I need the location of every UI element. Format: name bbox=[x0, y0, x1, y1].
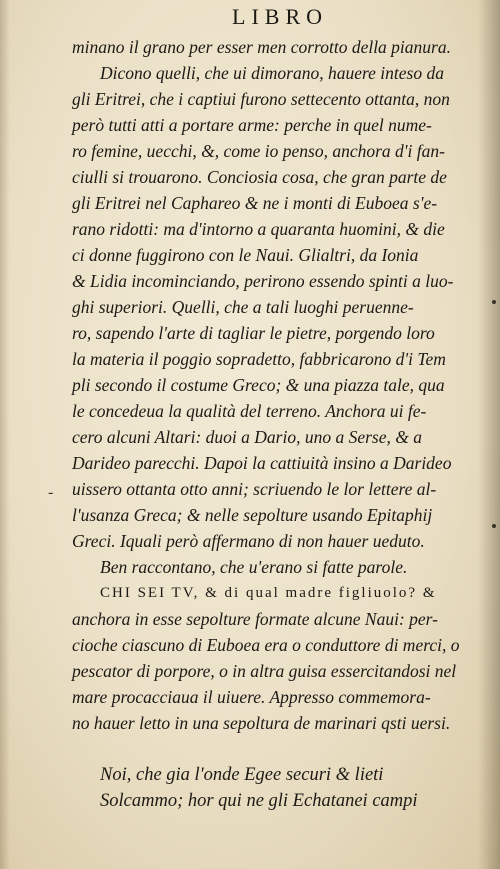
verse-line: Solcammo; hor qui ne gli Echatanei campi bbox=[100, 791, 418, 811]
text-line: no hauer letto in una sepoltura de marinari qsti uersi. bbox=[72, 713, 451, 733]
inscription-line: CHI SEI TV, & di qual madre figliuolo? & bbox=[100, 585, 437, 601]
text-line: Darideo parecchi. Dapoi la cattiuità insino a Darideo bbox=[72, 453, 452, 473]
text-line: & Lidia incominciando, perirono essendo spinti a luo- bbox=[72, 271, 454, 291]
body-text bbox=[72, 34, 490, 814]
text-line: mare procacciaua il uiuere. Appresso commemora- bbox=[72, 687, 431, 707]
text-line: cero alcuni Altari: duoi a Dario, uno a Serse, & a bbox=[72, 427, 422, 447]
text-line: ro femine, uecchi, &, come io penso, anchora d'i fan- bbox=[72, 141, 445, 161]
text-line: ci donne fuggirono con le Naui. Glialtri, da Ionia bbox=[72, 245, 419, 265]
text-line: pli secondo il costume Greco; & una piazza tale, qua bbox=[72, 375, 445, 395]
stanza-gap bbox=[72, 736, 490, 762]
text-line: minano il grano per esser men corrotto della pianura. bbox=[72, 37, 451, 57]
text-line: Dicono quelli, che ui dimorano, hauere inteso da bbox=[100, 63, 444, 83]
text-line: anchora in esse sepolture formate alcune Naui: per- bbox=[72, 609, 438, 629]
text-line: ro, sapendo l'arte di tagliar le pietre, porgendo loro bbox=[72, 323, 435, 343]
edge-dot bbox=[492, 524, 496, 528]
text-line: gli Eritrei, che i captiui furono settecento ottanta, non bbox=[72, 89, 450, 109]
running-head: LIBRO bbox=[232, 4, 328, 29]
text-line: pescator di porpore, o in altra guisa essercitandosi nel bbox=[72, 661, 457, 681]
text-line: rano ridotti: ma d'intorno a quaranta huomini, & die bbox=[72, 219, 445, 239]
margin-mark: - bbox=[48, 484, 54, 501]
text-line: ghi superiori. Quelli, che a tali luoghi peruenne- bbox=[72, 297, 414, 317]
edge-dot bbox=[492, 300, 496, 304]
page-edge-shadow-left bbox=[0, 0, 10, 869]
verse-line: Noi, che gia l'onde Egee securi & lieti bbox=[100, 765, 384, 785]
text-line: le concedeua la qualità del terreno. Anchora ui fe- bbox=[72, 401, 427, 421]
text-line: gli Eritrei nel Caphareo & ne i monti di Euboea s'e- bbox=[72, 193, 438, 213]
text-line: l'usanza Greca; & nelle sepolture usando Epitaphij bbox=[72, 505, 433, 525]
text-line: però tutti atti a portare arme: perche in quel nume- bbox=[72, 115, 432, 135]
text-line: ciulli si trouarono. Conciosia cosa, che gran parte de bbox=[72, 167, 447, 187]
text-line: cioche ciascuno di Euboea era o conduttore di merci, o bbox=[72, 635, 460, 655]
text-line: la materia il poggio sopradetto, fabbricarono d'i Tem bbox=[72, 349, 446, 369]
text-line: Ben raccontano, che u'erano si fatte parole. bbox=[100, 557, 408, 577]
text-line: uissero ottanta otto anni; scriuendo le lor lettere al- bbox=[72, 479, 437, 499]
text-line: Greci. Iquali però affermano di non hauer ueduto. bbox=[72, 531, 425, 551]
